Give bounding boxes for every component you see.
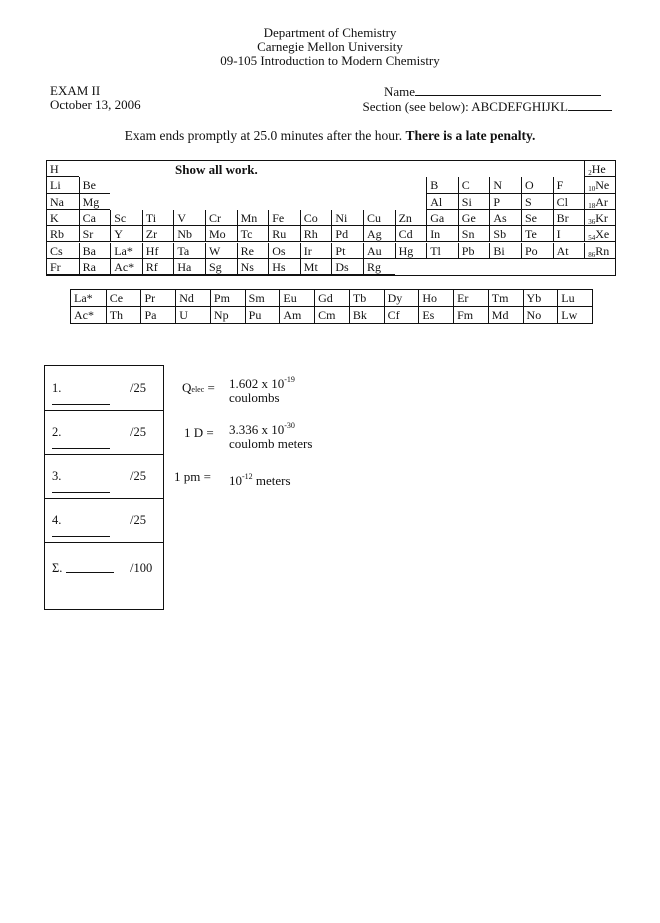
name-field[interactable]	[415, 84, 601, 96]
score-box	[44, 365, 164, 610]
picometer-value	[229, 470, 291, 488]
d-unit: coulomb meters	[229, 436, 313, 451]
atomic-number: 2	[588, 169, 592, 177]
element-cell: H	[47, 161, 79, 177]
element-cell: Mt	[300, 259, 332, 275]
element-cell: Cd	[395, 226, 427, 242]
element-cell: Sc	[110, 210, 142, 226]
charge-constant	[182, 381, 215, 397]
debye-value	[229, 419, 312, 451]
element-symbol: Kr	[595, 210, 608, 225]
d-value: 3.336 x 10	[229, 422, 285, 437]
question-number: 2.	[52, 425, 62, 439]
noble-gas-cell	[584, 161, 615, 177]
f-block-cell: Pu	[245, 307, 280, 324]
element-cell: Rh	[300, 226, 332, 242]
pm-exponent: -12	[242, 472, 253, 481]
element-cell: Nb	[173, 226, 205, 242]
f-block-cell: Es	[418, 307, 453, 324]
exam-date: October 13, 2006	[50, 97, 141, 112]
element-cell: Pt	[331, 243, 363, 259]
element-cell: Pd	[331, 226, 363, 242]
element-cell: Sn	[458, 226, 490, 242]
f-block-cell: Md	[488, 307, 523, 324]
element-cell: Hs	[268, 259, 300, 275]
exam-title: EXAM II	[50, 83, 101, 98]
element-cell: Ha	[173, 259, 205, 275]
periodic-table	[46, 160, 616, 276]
d-exponent: -30	[284, 421, 295, 430]
element-cell: Ge	[458, 210, 490, 226]
element-cell: Tc	[237, 226, 269, 242]
element-cell: Pb	[458, 243, 490, 259]
element-cell: In	[426, 226, 458, 242]
element-cell: Hg	[395, 243, 427, 259]
element-cell: Bi	[489, 243, 521, 259]
points-possible: /25	[130, 469, 146, 483]
element-cell: Cs	[47, 243, 79, 259]
element-cell: Ir	[300, 243, 332, 259]
element-symbol: Rn	[595, 243, 610, 258]
score-blank[interactable]	[52, 536, 110, 537]
element-cell: P	[489, 194, 521, 210]
score-row	[45, 542, 163, 609]
department-line: Department of Chemistry	[263, 25, 397, 40]
score-blank[interactable]	[52, 492, 110, 493]
f-block-cell: Dy	[384, 290, 419, 307]
element-cell: Os	[268, 243, 300, 259]
q-subscript: elec	[191, 385, 205, 394]
element-cell: Fe	[268, 210, 300, 226]
element-cell: Cl	[553, 194, 585, 210]
question-number: 1.	[52, 381, 62, 395]
element-cell: Zr	[142, 226, 174, 242]
f-block-cell: Pm	[210, 290, 245, 307]
element-cell: Rg	[363, 259, 395, 275]
document-header	[0, 26, 660, 68]
q-exponent: -19	[284, 375, 295, 384]
atomic-number: 10	[588, 185, 596, 194]
element-cell: Rf	[142, 259, 174, 275]
element-cell: Ns	[237, 259, 269, 275]
element-cell: V	[173, 210, 205, 226]
f-block-cell: Am	[279, 307, 314, 324]
points-possible: /25	[130, 381, 146, 395]
element-cell: N	[489, 177, 521, 193]
f-block-cell: Cm	[314, 307, 349, 324]
element-cell: Hf	[142, 243, 174, 259]
f-block-cell: Ce	[106, 290, 141, 307]
f-block-cell: Pr	[140, 290, 175, 307]
element-symbol: Ne	[595, 178, 610, 193]
charge-value	[229, 373, 295, 405]
score-row	[45, 454, 163, 499]
exam-info	[50, 84, 141, 112]
q-label: Q	[182, 380, 192, 395]
question-number: 3.	[52, 469, 62, 483]
pm-value: 10	[229, 473, 242, 488]
element-cell: Tl	[426, 243, 458, 259]
atomic-number: 18	[588, 201, 596, 210]
section-label: Section (see below): ABCDEFGHIJKL	[362, 99, 568, 114]
element-symbol: He	[591, 162, 606, 176]
element-cell: Fr	[47, 259, 79, 275]
f-block-cell: Sm	[245, 290, 280, 307]
f-block-cell: Fm	[453, 307, 488, 324]
element-cell: W	[205, 243, 237, 259]
element-cell: Li	[47, 177, 79, 193]
element-cell: Re	[237, 243, 269, 259]
university-line: Carnegie Mellon University	[257, 39, 403, 54]
element-cell: Ca	[79, 210, 111, 226]
question-number: Σ.	[52, 561, 63, 575]
element-cell: La*	[110, 243, 142, 259]
noble-gas-cell	[584, 194, 615, 210]
element-cell: Ag	[363, 226, 395, 242]
f-block-cell: Er	[453, 290, 488, 307]
score-row	[45, 498, 163, 543]
element-cell: Ba	[79, 243, 111, 259]
element-cell: C	[458, 177, 490, 193]
show-work-instruction: Show all work.	[175, 162, 258, 177]
element-cell: Co	[300, 210, 332, 226]
element-cell: Cu	[363, 210, 395, 226]
element-cell: As	[489, 210, 521, 226]
element-cell: F	[553, 177, 585, 193]
atomic-number: 36	[588, 217, 596, 226]
element-cell: Rb	[47, 226, 79, 242]
f-block-cell: Ac*	[74, 307, 94, 322]
f-block-cell: Np	[210, 307, 245, 324]
score-blank[interactable]	[52, 404, 110, 405]
question-number: 4.	[52, 513, 62, 527]
element-cell: Ni	[331, 210, 363, 226]
element-cell: At	[553, 243, 585, 259]
f-block-cell: Cf	[384, 307, 419, 324]
element-cell: Mg	[79, 194, 111, 210]
element-cell: Sg	[205, 259, 237, 275]
element-cell: Cr	[205, 210, 237, 226]
f-block-cell: Gd	[314, 290, 349, 307]
element-cell: Na	[47, 194, 79, 210]
element-cell: Se	[521, 210, 553, 226]
points-possible: /25	[130, 425, 146, 439]
section-field[interactable]	[568, 99, 612, 111]
noble-gas-cell	[584, 226, 615, 242]
f-block-cell: Eu	[279, 290, 314, 307]
f-block-cell: Yb	[523, 290, 558, 307]
q-equals: =	[207, 380, 215, 395]
score-blank[interactable]	[66, 572, 114, 573]
element-cell: Br	[553, 210, 585, 226]
element-symbol: Xe	[595, 227, 610, 242]
late-penalty-notice	[0, 128, 660, 144]
element-cell: Mn	[237, 210, 269, 226]
element-cell: I	[553, 226, 585, 242]
f-block-cell: Bk	[349, 307, 384, 324]
f-block-cell: Tm	[488, 290, 523, 307]
element-symbol: Ar	[595, 194, 608, 209]
q-value: 1.602 x 10	[229, 376, 285, 391]
f-block-cell: Ho	[418, 290, 453, 307]
picometer-label: 1 pm =	[174, 469, 211, 484]
element-cell: Ru	[268, 226, 300, 242]
f-block-cell: U	[175, 307, 210, 324]
f-block-cell: Tb	[349, 290, 384, 307]
element-cell: Sb	[489, 226, 521, 242]
element-cell: K	[47, 210, 79, 226]
student-fields	[300, 84, 612, 114]
element-cell: Mo	[205, 226, 237, 242]
score-row	[45, 366, 163, 411]
noble-gas-cell	[584, 243, 615, 259]
score-row	[45, 410, 163, 455]
atomic-number: 54	[588, 234, 596, 243]
element-cell: S	[521, 194, 553, 210]
pm-unit: meters	[255, 473, 291, 488]
element-cell: Ti	[142, 210, 174, 226]
element-cell: Ac*	[110, 259, 142, 275]
f-block-table	[70, 289, 593, 324]
f-block-cell: Lw	[557, 307, 592, 324]
notice-bold: There is a late penalty.	[405, 128, 536, 143]
element-cell: Au	[363, 243, 395, 259]
points-possible: /25	[130, 513, 146, 527]
f-block-cell: La*	[71, 290, 106, 307]
f-block-cell: No	[523, 307, 558, 324]
f-block-cell: Pa	[140, 307, 175, 324]
element-cell: Te	[521, 226, 553, 242]
atomic-number: 86	[588, 250, 596, 259]
element-cell: Zn	[395, 210, 427, 226]
f-block-cell: Th	[106, 307, 141, 324]
q-unit: coulombs	[229, 390, 280, 405]
course-line: 09-105 Introduction to Modern Chemistry	[220, 53, 440, 68]
element-cell: Ga	[426, 210, 458, 226]
noble-gas-cell	[584, 177, 615, 193]
f-block-cell: Lu	[557, 290, 592, 307]
f-block-cell: Nd	[175, 290, 210, 307]
points-possible: /100	[130, 561, 153, 575]
element-cell: Y	[110, 226, 142, 242]
element-cell: Be	[79, 177, 111, 193]
notice-text: Exam ends promptly at 25.0 minutes after the hour.	[124, 128, 403, 143]
noble-gas-cell	[584, 210, 615, 226]
element-cell: Po	[521, 243, 553, 259]
element-cell: O	[521, 177, 553, 193]
element-cell: Si	[458, 194, 490, 210]
element-cell: B	[426, 177, 458, 193]
debye-label: 1 D =	[184, 425, 214, 440]
element-cell: Ra	[79, 259, 111, 275]
element-cell: Sr	[79, 226, 111, 242]
name-label: Name	[384, 84, 416, 99]
element-cell: Ta	[173, 243, 205, 259]
score-blank[interactable]	[52, 448, 110, 449]
element-cell: Ds	[331, 259, 363, 275]
element-cell: Al	[426, 194, 458, 210]
